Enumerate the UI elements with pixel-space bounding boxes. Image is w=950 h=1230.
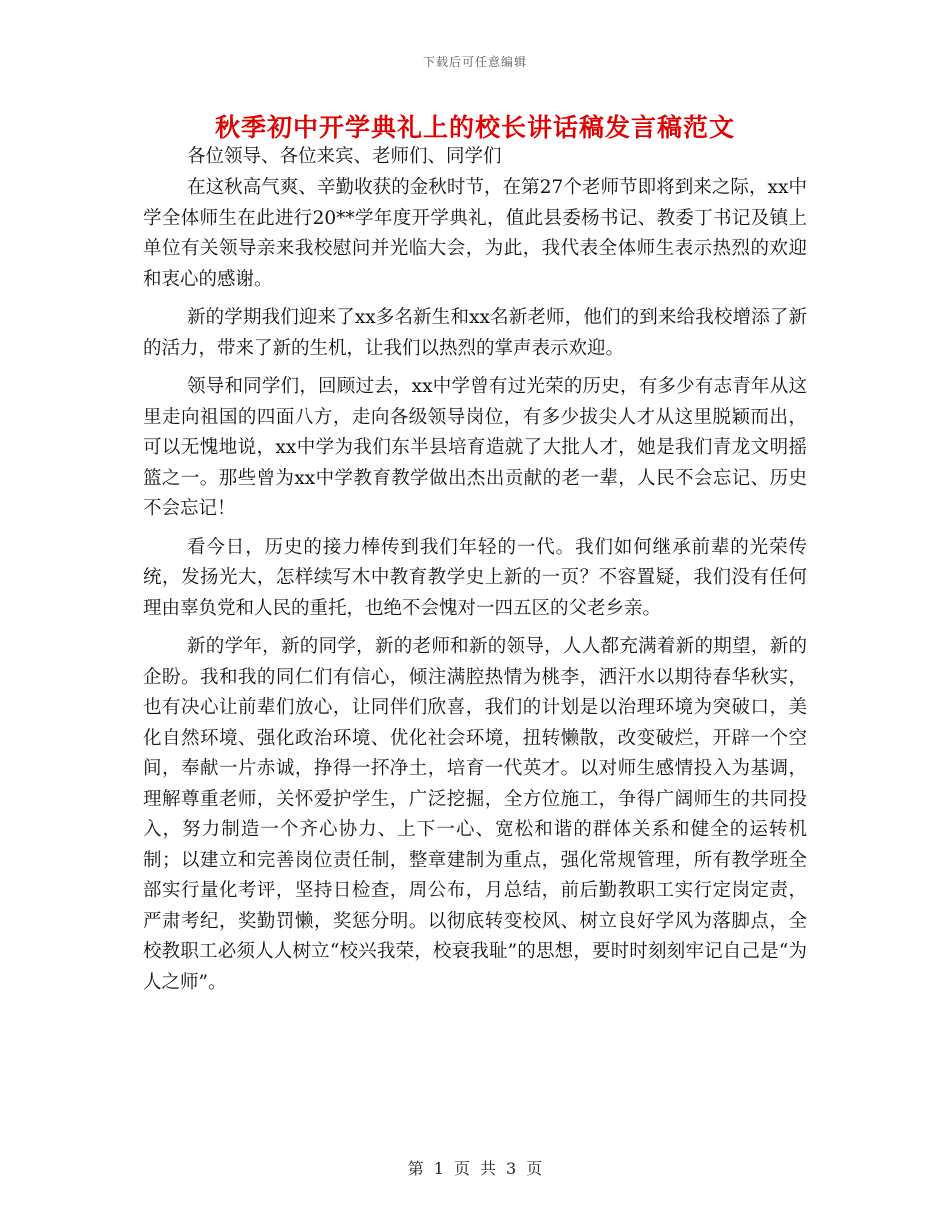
- footer-total-pages: 3: [506, 1159, 517, 1178]
- paragraph: 新的学期我们迎来了xx多名新生和xx名新老师，他们的到来给我校增添了新的活力，带来了新的生机，让我们以热烈的掌声表示欢迎。: [143, 307, 807, 359]
- footer-label-total: 共: [480, 1159, 497, 1178]
- paragraph: 领导和同学们，回顾过去，xx中学曾有过光荣的历史，有多少有志青年从这里走向祖国的四面八方，走向各级领导岗位，有多少拔尖人才从这里脱颖而出，可以无愧地说，xx中学为我们东半县培育造就了大批人才，她是我们青龙文明摇篮之一。那些曾为xx中学教育教学做出杰出贡献的老一辈，人民不会忘记、历史不会忘记！: [143, 376, 807, 519]
- salutation: 各位领导、各位来宾、老师们、同学们: [187, 146, 502, 167]
- page-header-note: 下载后可任意编辑: [422, 55, 527, 69]
- paragraph: 看今日，历史的接力棒传到我们年轻的一代。我们如何继承前辈的光荣传统，发扬光大，怎样续写木中教育教学史上新的一页？不容置疑，我们没有任何理由辜负党和人民的重托，也绝不会愧对一四五区的父老乡亲。: [143, 536, 807, 619]
- document-body: [143, 141, 807, 1006]
- paragraph: 新的学年，新的同学，新的老师和新的领导，人人都充满着新的期望，新的企盼。我和我的同仁们有信心，倾注满腔热情为桃李，洒汗水以期待春华秋实，也有决心让前辈们放心，让同伴们欣喜，我们的计划是以治理环境为突破口，美化自然环境、强化政治环境、优化社会环境，扭转懒散，改变破烂，开辟一个空间，奉献一片赤诚，挣得一抔净土，培育一代英才。以对师生感情投入为基调，理解尊重老师，关怀爱护学生，广泛挖掘，全方位施工，争得广阔师生的共同投入，努力制造一个齐心协力、上下一心、宽松和谐的群体关系和健全的运转机制；以建立和完善岗位责任制，整章建制为重点，强化常规管理，所有教学班全部实行量化考评，坚持日检查，周公布，月总结，前后勤教职工实行定岗定责，严肃考纪，奖勤罚懒，奖惩分明。以彻底转变校风、树立良好学风为落脚点，全校教职工必须人人树立“校兴我荣，校衰我耻”的思想，要时时刻刻牢记自己是“为人之师”。: [143, 636, 807, 993]
- footer-label-unit: 页: [453, 1159, 470, 1178]
- page-footer: [0, 1156, 950, 1179]
- footer-label-page: 第: [407, 1159, 424, 1178]
- document-title: 秋季初中开学典礼上的校长讲话稿发言稿范文: [214, 113, 735, 142]
- paragraph: 在这秋高气爽、辛勤收获的金秋时节，在第27个老师节即将到来之际，xx中学全体师生在此进行20**学年度开学典礼，值此县委杨书记、教委丁书记及镇上单位有关领导亲来我校慰问并光临大会，为此，我代表全体师生表示热烈的欢迎和衷心的感谢。: [143, 177, 807, 290]
- footer-label-unit2: 页: [526, 1159, 543, 1178]
- footer-current-page: 1: [433, 1159, 444, 1178]
